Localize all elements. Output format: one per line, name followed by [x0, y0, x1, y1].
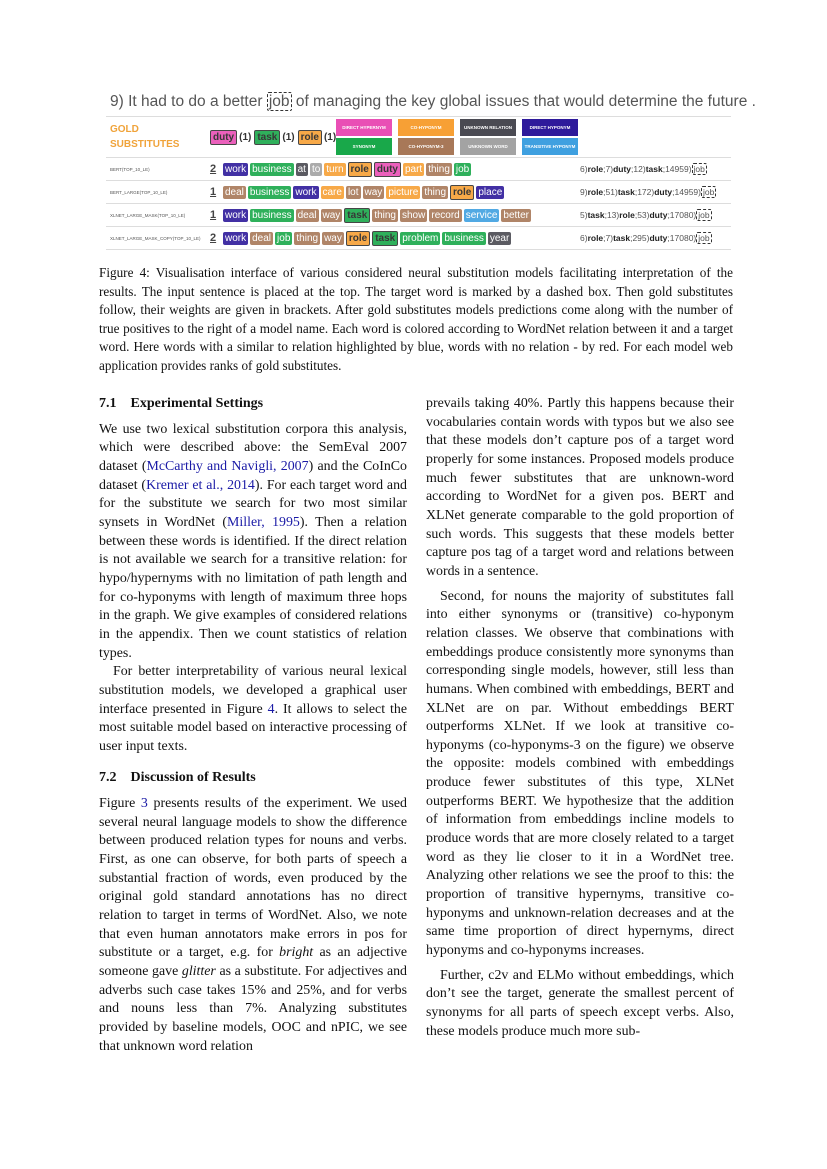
paragraph: [426, 395, 734, 582]
substitute-word: duty: [374, 162, 401, 177]
legend-item: UNKNOWN RELATION: [460, 119, 516, 136]
gold-substitutes: [210, 130, 337, 145]
substitute-word: work: [225, 209, 247, 221]
substitute-word: better: [503, 209, 529, 221]
text-run: Figure: [99, 796, 141, 812]
gold-ranks: [580, 187, 716, 197]
substitute-word: thing: [428, 163, 450, 175]
model-row: [106, 158, 731, 181]
substitute-word: work: [225, 163, 247, 175]
rank-word: duty: [649, 210, 668, 220]
substitute-word: show: [402, 209, 426, 221]
substitute-word: role: [348, 162, 372, 177]
text-run: For better interpretability of various neural lexical substitution models, we developed a graphical user interface presented in Figure: [99, 664, 407, 717]
substitute-word: way: [324, 232, 342, 244]
section-heading-7-1: 7.1 Experimental Settings: [99, 396, 264, 411]
rank-number: ;7): [603, 233, 614, 243]
italic-term: glitter: [181, 964, 216, 980]
model-name: BERT_LARGE(TOP_10_LE): [110, 189, 168, 195]
true-positive-count: 2: [210, 163, 217, 175]
substitute-word: lot: [347, 186, 359, 198]
substitute-word: way: [322, 209, 341, 221]
rank-number: ;17080): [667, 210, 697, 220]
rank-number: ;14959): [672, 187, 701, 197]
gold-substitutes-row: [106, 116, 731, 158]
rank-word: duty: [649, 233, 668, 243]
model-name: BERT(TOP_10_LE): [110, 166, 150, 172]
substitute-word: deal: [297, 209, 317, 221]
substitute-word: work: [295, 186, 317, 198]
legend-item: CO-HYPONYM: [398, 119, 454, 136]
rank-word: duty: [654, 187, 673, 197]
gold-ranks: [580, 233, 712, 243]
figure-4-interface: [106, 88, 756, 250]
paragraph: [426, 588, 734, 961]
substitute-word: deal: [225, 186, 244, 198]
substitute-word: thing: [296, 232, 319, 244]
relation-legend: [336, 119, 578, 155]
citation-link[interactable]: 3: [140, 796, 148, 812]
rank-word: role: [587, 233, 604, 243]
figure-caption: Figure 4: Visualisation interface of various considered neural substitution models facilitating interpretation of the results. The input sentence is placed at the top. The target word is marked by a dashed box. Then gold substitutes follow, their weights are given in brackets. After gold substitutes models predictions come along with the number of true positives to the right of a model name. Each word is colored according to WordNet relation between it and a target word. Here words with a similar to relation highlighted by blue, words with no relation - by red. For each model web application provides ranks of gold substitutes.: [99, 265, 733, 373]
substitute-word: deal: [252, 232, 272, 244]
rank-number: ;12): [631, 164, 646, 174]
rank-word: task: [645, 164, 663, 174]
left-column: [99, 395, 407, 1056]
gold-weight: (1): [239, 131, 252, 143]
rank-word: task: [587, 210, 605, 220]
legend-item: CO-HYPONYM-3: [398, 138, 454, 155]
model-rows: [106, 158, 731, 250]
substitute-word: task: [372, 231, 398, 246]
gold-ranks: [580, 164, 707, 174]
rank-number: ;53): [634, 210, 650, 220]
gold-word: role: [298, 130, 322, 145]
rank-target-word: job: [698, 210, 710, 220]
true-positive-count: 2: [210, 232, 217, 244]
true-positive-count: 1: [210, 209, 217, 221]
substitute-word: problem: [402, 232, 439, 244]
text-run: . It allows to select the most suitable model based on interactive processing of user input texts.: [99, 701, 407, 754]
rank-target-word: job: [703, 187, 715, 197]
substitute-word: part: [404, 163, 423, 175]
substitute-word: business: [252, 209, 292, 221]
text-run: ). For each target word and for the substitute we search for two most similar synsets in WordNet (: [99, 477, 407, 530]
text-run: We use two lexical substitution corpora this analysis, which were described above: the SemEval 2007 dataset (: [99, 421, 407, 474]
sentence-suffix: of managing the key global issues that would determine the future .: [291, 93, 756, 110]
gold-ranks: [580, 210, 712, 220]
rank-number: 5): [580, 210, 588, 220]
rank-word: task: [613, 233, 631, 243]
model-row: [106, 181, 731, 204]
legend-item: UNKNOWN WORD: [460, 138, 516, 155]
substitute-word: business: [252, 163, 292, 175]
rank-word: task: [617, 187, 635, 197]
text-run: ). Then a relation between these words is identified. If the direct relation is not available we search for a transitive relation: for hypo/hypernyms with no limitation of path length and for co-hyponyms with length of maximum three hops in the graph. We give examples of considered relations in the appendix. Then we count statistics of relation types.: [99, 514, 407, 661]
legend-item: TRANSITIVE HYPONYM: [522, 138, 578, 155]
rank-number: ;17080): [667, 233, 697, 243]
right-column: [426, 395, 734, 1041]
section-heading-7-2: 7.2 Discussion of Results: [99, 770, 256, 786]
input-sentence: [110, 88, 756, 116]
rank-target-word: job: [693, 164, 705, 174]
model-row: [106, 204, 731, 227]
model-name: XLNET_LARGE_MASK_COPY(TOP_10_LE): [110, 235, 201, 241]
substitute-word: picture: [388, 186, 419, 198]
substitute-word: record: [431, 209, 460, 221]
rank-number: ;7): [603, 164, 614, 174]
substitute-word: at: [297, 163, 306, 175]
predicted-substitutes: [210, 162, 580, 177]
text-run: Second, for nouns the majority of substitutes fall into either synonyms or (transitive) co-hyponym relation classes. We observe that combinations with embeddings produce consistently more synonyms than corresponding single models, however, still less than humans. When combined with embeddings, BERT and XLNet are on par. Without embeddings BERT outperforms XLNet. If we look at transitive co-hyponyms (co-hyponyms-3 on the figure) we observe the opposite: models combined with embeddings produce fewer substitutes of this type, XLNet outperforms BERT. We hypothesize that the addition of information from embeddings incline models to produce words that are more closely related to a target word as they lie closer to it in a WordNet tree. Analyzing other relations we see the proof to this: the proportion of transitive hypernyms, transitive co-hyponyms and unknown-relation decreases and at the same time proportion of direct hypernyms, direct hyponyms and co-hyponyms increases.: [426, 588, 734, 959]
substitute-word: to: [311, 163, 321, 175]
substitute-word: care: [322, 186, 342, 198]
paragraph: [426, 967, 734, 1042]
gold-weight: (1): [323, 131, 337, 143]
rank-word: role: [587, 187, 604, 197]
substitute-word: task: [344, 208, 370, 223]
substitute-word: job: [277, 232, 291, 244]
substitute-word: place: [478, 186, 503, 198]
paragraph: [99, 795, 407, 1056]
citation-link[interactable]: 4: [267, 701, 275, 717]
substitute-word: service: [465, 209, 498, 221]
paragraph: [99, 663, 407, 756]
legend-item: DIRECT HYPONYM: [522, 119, 578, 136]
substitute-word: role: [450, 185, 474, 200]
predicted-substitutes: [210, 185, 580, 200]
gold-substitutes-label: GOLD SUBSTITUTES: [110, 124, 180, 150]
gold-word: duty: [210, 130, 237, 145]
sentence-prefix: 9) It had to do a better: [110, 93, 267, 110]
citation-link[interactable]: Miller, 1995: [227, 514, 300, 530]
text-run: Further, c2v and ELMo without embeddings, which don’t see the target, generate the smallest percent of synonyms for all parts of speech except verbs. Also, these models produce much more sub-: [426, 967, 734, 1039]
text-run: prevails taking 40%. Partly this happens because their vocabularies contain words with typos but we also see that these models don’t capture pos of a target word properly for some instances. Proposed models produce much fewer substitutes that are unknown-word according to WordNet for a given pos. BERT and XLNet generate comparable to the gold proportion of such words. This suggests that these models better capture pos tag of a target word and relations between words in a sentence.: [426, 396, 734, 579]
rank-word: role: [587, 164, 604, 174]
rank-number: ;172): [634, 187, 655, 197]
legend-item: DIRECT HYPERNYM: [336, 119, 392, 136]
predicted-substitutes: [210, 231, 580, 246]
rank-number: ;51): [603, 187, 618, 197]
substitute-word: business: [444, 232, 484, 244]
substitute-word: job: [455, 163, 470, 175]
rank-word: role: [619, 210, 635, 220]
italic-term: bright: [279, 945, 314, 961]
true-positive-count: 1: [210, 186, 217, 198]
rank-number: ;14959): [662, 164, 692, 174]
model-row: [106, 227, 731, 250]
rank-target-word: job: [698, 233, 710, 243]
paragraph: [99, 421, 407, 664]
substitute-word: role: [346, 231, 370, 246]
gold-word: task: [254, 130, 280, 145]
substitute-word: thing: [424, 186, 447, 198]
legend-item: SYNONYM: [336, 138, 392, 155]
gold-weight: (1): [282, 131, 295, 143]
rank-number: 6): [580, 164, 588, 174]
model-name: XLNET_LARGE_MASK(TOP_10_LE): [110, 212, 186, 218]
rank-number: ;13): [604, 210, 620, 220]
predicted-substitutes: [210, 208, 580, 223]
rank-number: ;295): [630, 233, 650, 243]
substitute-word: way: [364, 186, 383, 198]
rank-number: 9): [580, 187, 588, 197]
text-run: presents results of the experiment. We used several neural language models to show the difference between produced relation types for nouns and verbs. First, as one can observe, for both parts of speech a substantial fraction of words, even produced by the original gold standard annotations has no direct relation to target in terms of WordNet. Also, we note that even human annotators make errors in pos for substitute or a target, e.g. for: [99, 796, 407, 961]
substitute-word: turn: [326, 163, 344, 175]
rank-word: duty: [613, 164, 632, 174]
substitute-word: work: [225, 232, 247, 244]
substitute-word: year: [489, 232, 510, 244]
text-run: as a substitute. For adjectives and adverbs such case takes 15% and 25%, and for verbs and nouns less than 7%. Analyzing substitutes provided by baseline models, OOC and nPIC, we see that unknown word relation: [99, 964, 407, 1054]
rank-number: 6): [580, 233, 588, 243]
text-run: ) and the CoInCo dataset (: [99, 458, 408, 493]
target-word: job: [268, 93, 290, 110]
substitute-word: thing: [374, 209, 396, 221]
text-run: as an adjective someone gave: [99, 945, 407, 980]
substitute-word: business: [249, 186, 290, 198]
citation-link[interactable]: McCarthy and Navigli, 2007: [146, 458, 309, 474]
citation-link[interactable]: Kremer et al., 2014: [146, 477, 255, 493]
